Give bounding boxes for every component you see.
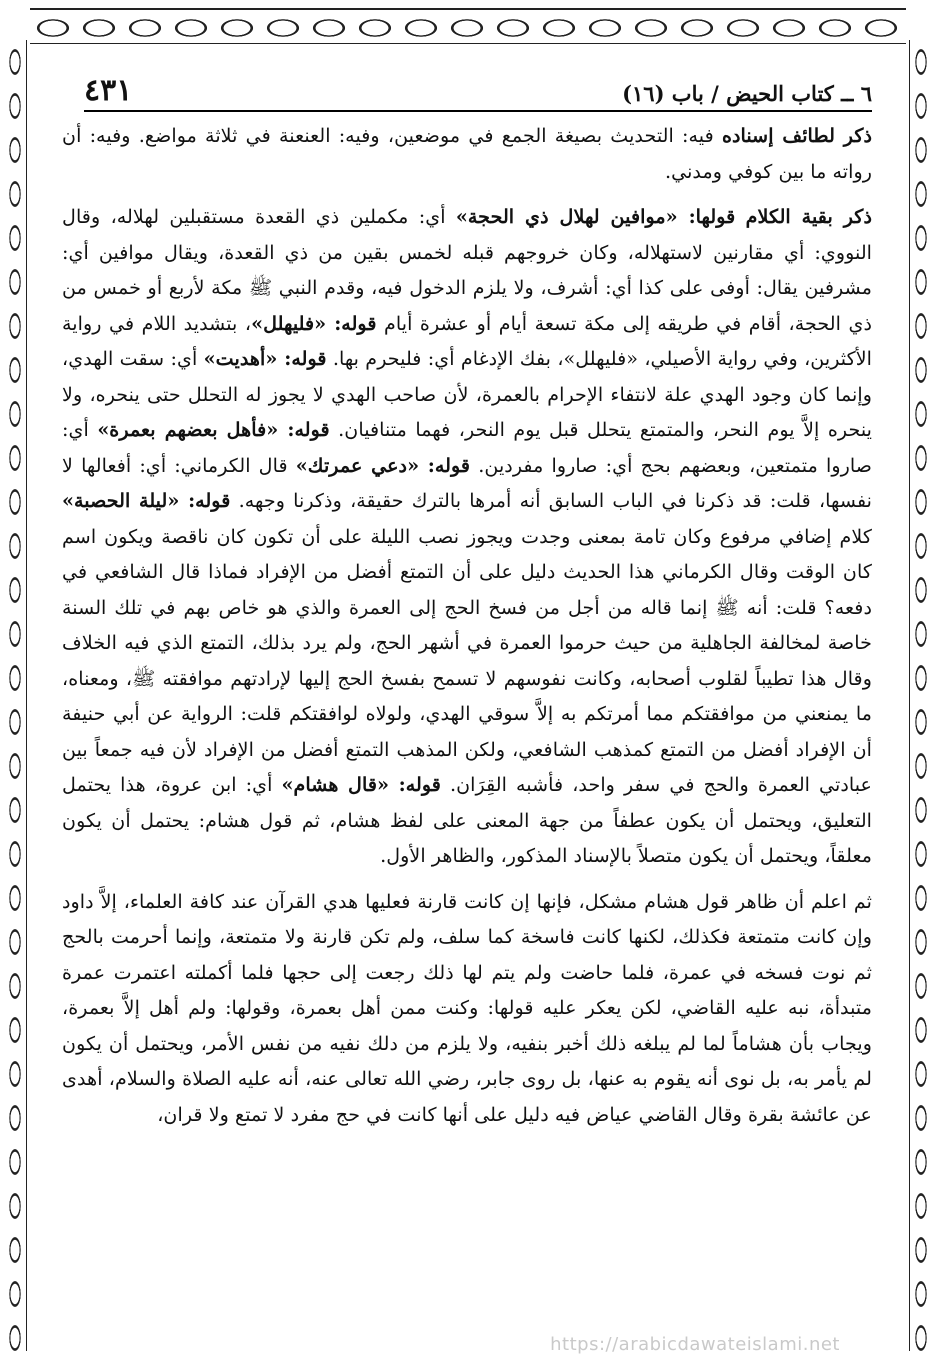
bold-heading-run: قوله: «أهديت»	[203, 347, 327, 370]
watermark-url: https://arabicdawateislami.net	[550, 1334, 840, 1355]
bold-heading-run: قوله: «قال هشام»	[281, 773, 441, 796]
text-run	[735, 205, 745, 228]
text-run: أي: سقت الهدي، وإنما كان وجود الهدي علة لانتفاء الإحرام بالعمرة، لأن صاحب الهدي لا يجوز له التحلل حتى ينحره، ولا ينحره إلاَّ يوم النحر، والمتمتع يتحلل قبل يوم النحر، فهما متنافيان.	[62, 347, 872, 441]
page-header	[84, 66, 872, 112]
bold-heading-run: قوله: «ليلة الحصبة»	[62, 489, 231, 512]
bold-heading-run: قوله: «فليهلل»	[251, 311, 377, 335]
paragraph	[62, 884, 872, 1133]
bold-heading-run: قولها: «موافين لهلال ذي الحجة»	[455, 205, 736, 228]
text-run: أي: صاروا متمتعين، وبعضهم بحج أي: صاروا مفردين.	[62, 418, 872, 477]
bold-heading-run: ذكر بقية الكلام	[745, 205, 872, 228]
page-number: ٤٣١	[84, 73, 133, 108]
text-run: قال الكرماني: أي: أفعالها لا نفسها، قلت: قد ذكرنا في الباب السابق أنه أمرها بالترك حقيقة، وذكرنا وجهه.	[62, 453, 872, 512]
bold-heading-run: ذكر لطائف إسناده	[721, 124, 872, 147]
ornamental-border-right	[909, 40, 932, 1351]
ornamental-border-left	[4, 40, 27, 1351]
text-run: فيه: التحديث بصيغة الجمع في موضعين، وفيه: العنعنة في ثلاثة مواضع. وفيه: أن رواته ما بين كوفي ومدني.	[62, 124, 872, 183]
paragraph	[62, 118, 872, 189]
bold-heading-run: قوله: «دعي عمرتك»	[295, 453, 471, 477]
bold-heading-run: قوله: «فأهل بعضهم بعمرة»	[97, 418, 330, 441]
text-run: ثم اعلم أن ظاهر قول هشام مشكل، فإنها إن كانت قارنة فعليها هدي القرآن عند كافة العلماء، إلاَّ داود وإن كانت متمتعة فكذلك، لكنها كانت فاسخة كما سلف، ولم تكن قارنة ولا متمتعة، وإنما أحرمت بالحج ثم نوت فسخه في عمرة، فلما حاضت ولم يتم لها ذلك رجعت إلى حجها فلما أكملته اعتمرت عمرة متبدأة، نبه عليه القاضي، لكن يعكر عليه قولها: وكنت ممن أهل بعمرة، وقولها: ولم أهل إلاَّ بعمرة، ويجاب بأن هشاماً لما لم يبلغه ذلك أخبر بنفيه، ولا يلزم من دلك نفيه من نفس الأمر، ويحتمل أن يكون لم يأمر به، بل نوى أنه يقوم به عنها، بل روى جابر، رضي الله تعالى عنه، أنه عليه الصلاة والسلام، أهدى عن عائشة بقرة وقال القاضي عياض فيه دليل على أنها كانت في حج مفرد لا تمتع ولا قران،	[62, 889, 872, 1126]
text-run: كلام إضافي مرفوع وكان تامة بمعنى وجدت ويجوز نصب الليلة على أن تكون كان ناقصة ويكون اسم كان الوقت وقال الكرماني هذا الحديث دليل على أن التمتع أفضل من الإفراد فماذا قال الشافعي في دفعه؟ قلت: أنه ﷺ إنما قاله من أجل من فسخ الحج إلى العمرة والذي هو خاص بهم في تلك السنة خاصة لمخالفة الجاهلية من حيث حرموا العمرة في أشهر الحج، ولم يرد بذلك، التمتع الذي فيه الخلاف وقال هذا تطيباً لقلوب أصحابه، وكانت نفوسهم لا تسمح بفسخ الحج إليها لإرادتهم موافقته ﷺ، ومعناه، ما يمنعني من موافقتكم مما أمرتكم به إلاَّ سوقي الهدي، ولولاه لوافقتكم قلت: الرواية عن أبي حنيفة أن الإفراد أفضل من التمتع كمذهب الشافعي، ولكن المذهب التمتع أفضل من الإفراد لأن فيه جمعاً بين عبادتي العمرة والحج في سفر واحد، فأشبه القِرَان.	[62, 524, 872, 796]
ornamental-border-top	[30, 8, 906, 44]
text-run: ، بتشديد اللام في رواية الأكثرين، وفي رواية الأصيلي، «فليهلل»، بفك الإدغام أي: فليحرم بها.	[62, 311, 872, 370]
text-run: أي: ابن عروة، هذا يحتمل التعليق، ويحتمل أن يكون عطفاً من جهة المعنى على لفظ هشام، ثم قول هشام: يحتمل أن يكون معلقاً، ويحتمل أن يكون متصلاً بالإسناد المذكور، والظاهر الأول.	[62, 773, 872, 867]
text-run: أي: مكملين ذي القعدة مستقبلين لهلاله، وقال النووي: أي مقارنين لاستهلاله، وكان خروجهم قبله لخمس بقين من ذي القعدة، ويقال موافين أي: مشرفين يقال: أوفى على كذا أي: أشرف، ولا يلزم الدخول فيه، وقدم النبي ﷺ مكة لأربع أو خمس من ذي الحجة، أقام في طريقه إلى مكة تسعة أيام أو عشرة أيام	[62, 205, 873, 335]
page-body	[62, 118, 872, 1132]
paragraph	[62, 199, 872, 874]
running-head: ٦ ــ كتاب الحيض / باب (١٦)	[622, 81, 872, 106]
